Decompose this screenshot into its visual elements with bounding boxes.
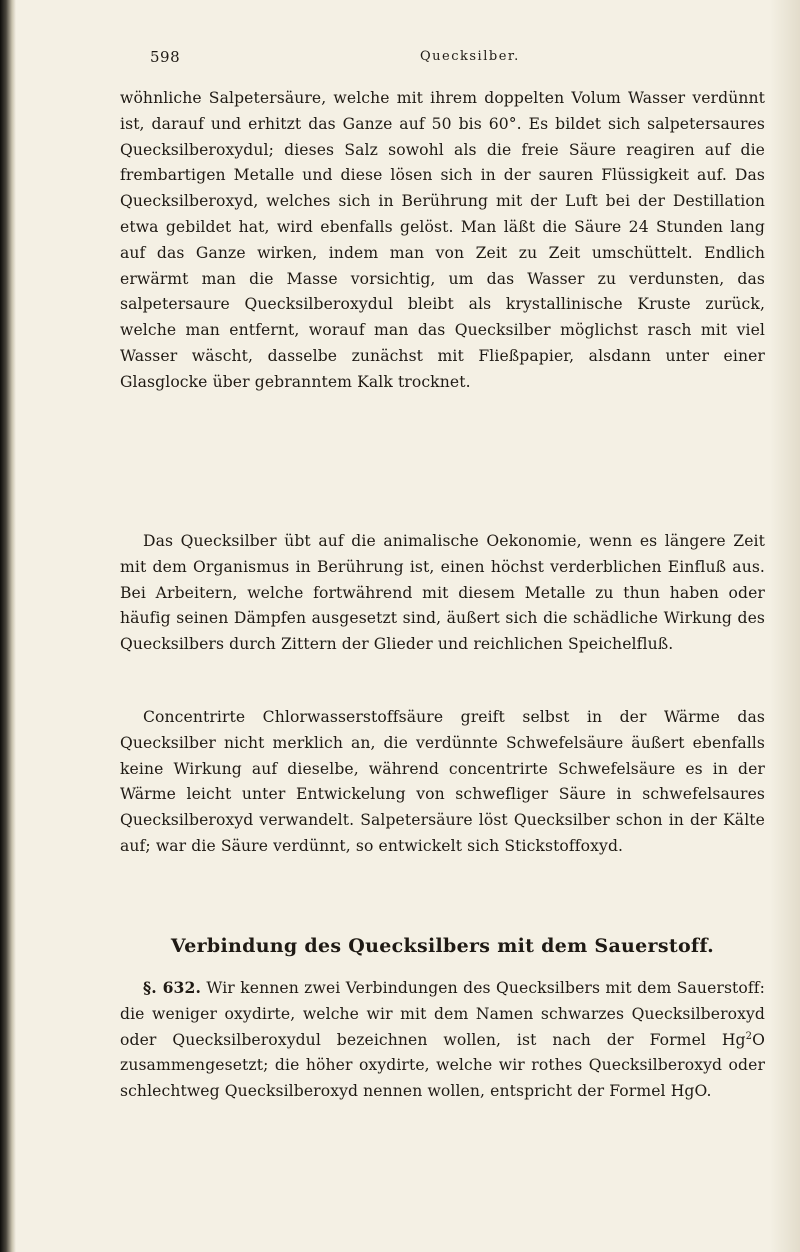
book-binding-edge — [0, 0, 16, 1252]
body-paragraph-1 — [120, 86, 765, 396]
page-number: 598 — [150, 48, 181, 66]
section-heading: Verbindung des Quecksilbers mit dem Sauerstoff. — [170, 935, 715, 957]
page-edge-shade — [770, 0, 800, 1252]
section-paragraph-text — [120, 975, 765, 1105]
section-text-a: Wir kennen zwei Verbindungen des Quecksilbers mit dem Sauerstoff: die weniger oxydirte, welche wir mit dem Namen schwarzes Quecksilberoxyd oder Quecksilberoxydul bezeichnen wollen, ist nach der Formel Hg — [120, 979, 766, 1049]
paragraph-text: wöhnliche Salpetersäure, welche mit ihrem doppelten Volum Wasser verdünnt ist, darauf und erhitzt das Ganze auf 50 bis 60°. Es bildet sich salpetersaures Quecksilberoxydul; dieses Salz sowohl als die freie Säure reagiren auf die frembartigen Metalle und diese lösen sich in der sauren Flüssigkeit auf. Das Quecksilberoxyd, welches sich in Berührung mit der Luft bei der Destillation etwa gebildet hat, wird ebenfalls gelöst. Man läßt die Säure 24 Stunden lang auf das Ganze wirken, indem man von Zeit zu Zeit umschüttelt. Endlich erwärmt man die Masse vorsichtig, um das Wasser zu verdunsten, das salpetersaure Quecksilberoxydul bleibt als krystallinische Kruste zurück, welche man entfernt, worauf man das Quecksilber möglichst rasch mit viel Wasser wäscht, dasselbe zunächst mit Fließpapier, alsdann unter einer Glasglocke über gebranntem Kalk trocknet. — [120, 89, 765, 391]
section-paragraph — [120, 975, 765, 1105]
body-paragraph-3 — [120, 705, 765, 860]
section-number: §. 632. — [143, 978, 201, 997]
section-text-b: O zusammengesetzt; die höher oxydirte, welche wir rothes Quecksilberoxyd oder schlechtweg Quecksilberoxyd nennen wollen, entspricht der Formel HgO. — [120, 1030, 765, 1101]
formula-superscript: 2 — [745, 1030, 753, 1042]
body-paragraph-2 — [120, 529, 765, 658]
paragraph-text: Concentrirte Chlorwasserstoffsäure greift selbst in der Wärme das Quecksilber nicht merklich an, die verdünnte Schwefelsäure äußert ebenfalls keine Wirkung auf dieselbe, während concentrirte Schwefelsäure es in der Wärme leicht unter Entwickelung von schwefliger Säure in schwefelsaures Quecksilberoxyd verwandelt. Salpetersäure löst Quecksilber schon in der Kälte auf; war die Säure verdünnt, so entwickelt sich Stickstoffoxyd. — [120, 708, 765, 855]
running-title: Quecksilber. — [420, 49, 520, 64]
page-header — [150, 48, 650, 72]
paragraph-text: Das Quecksilber übt auf die animalische Oekonomie, wenn es längere Zeit mit dem Organismus in Berührung ist, einen höchst verderblichen Einfluß aus. Bei Arbeitern, welche fortwährend mit diesem Metalle zu thun haben oder häufig seinen Dämpfen ausgesetzt sind, äußert sich die schädliche Wirkung des Quecksilbers durch Zittern der Glieder und reichlichen Speichelfluß. — [120, 532, 765, 654]
